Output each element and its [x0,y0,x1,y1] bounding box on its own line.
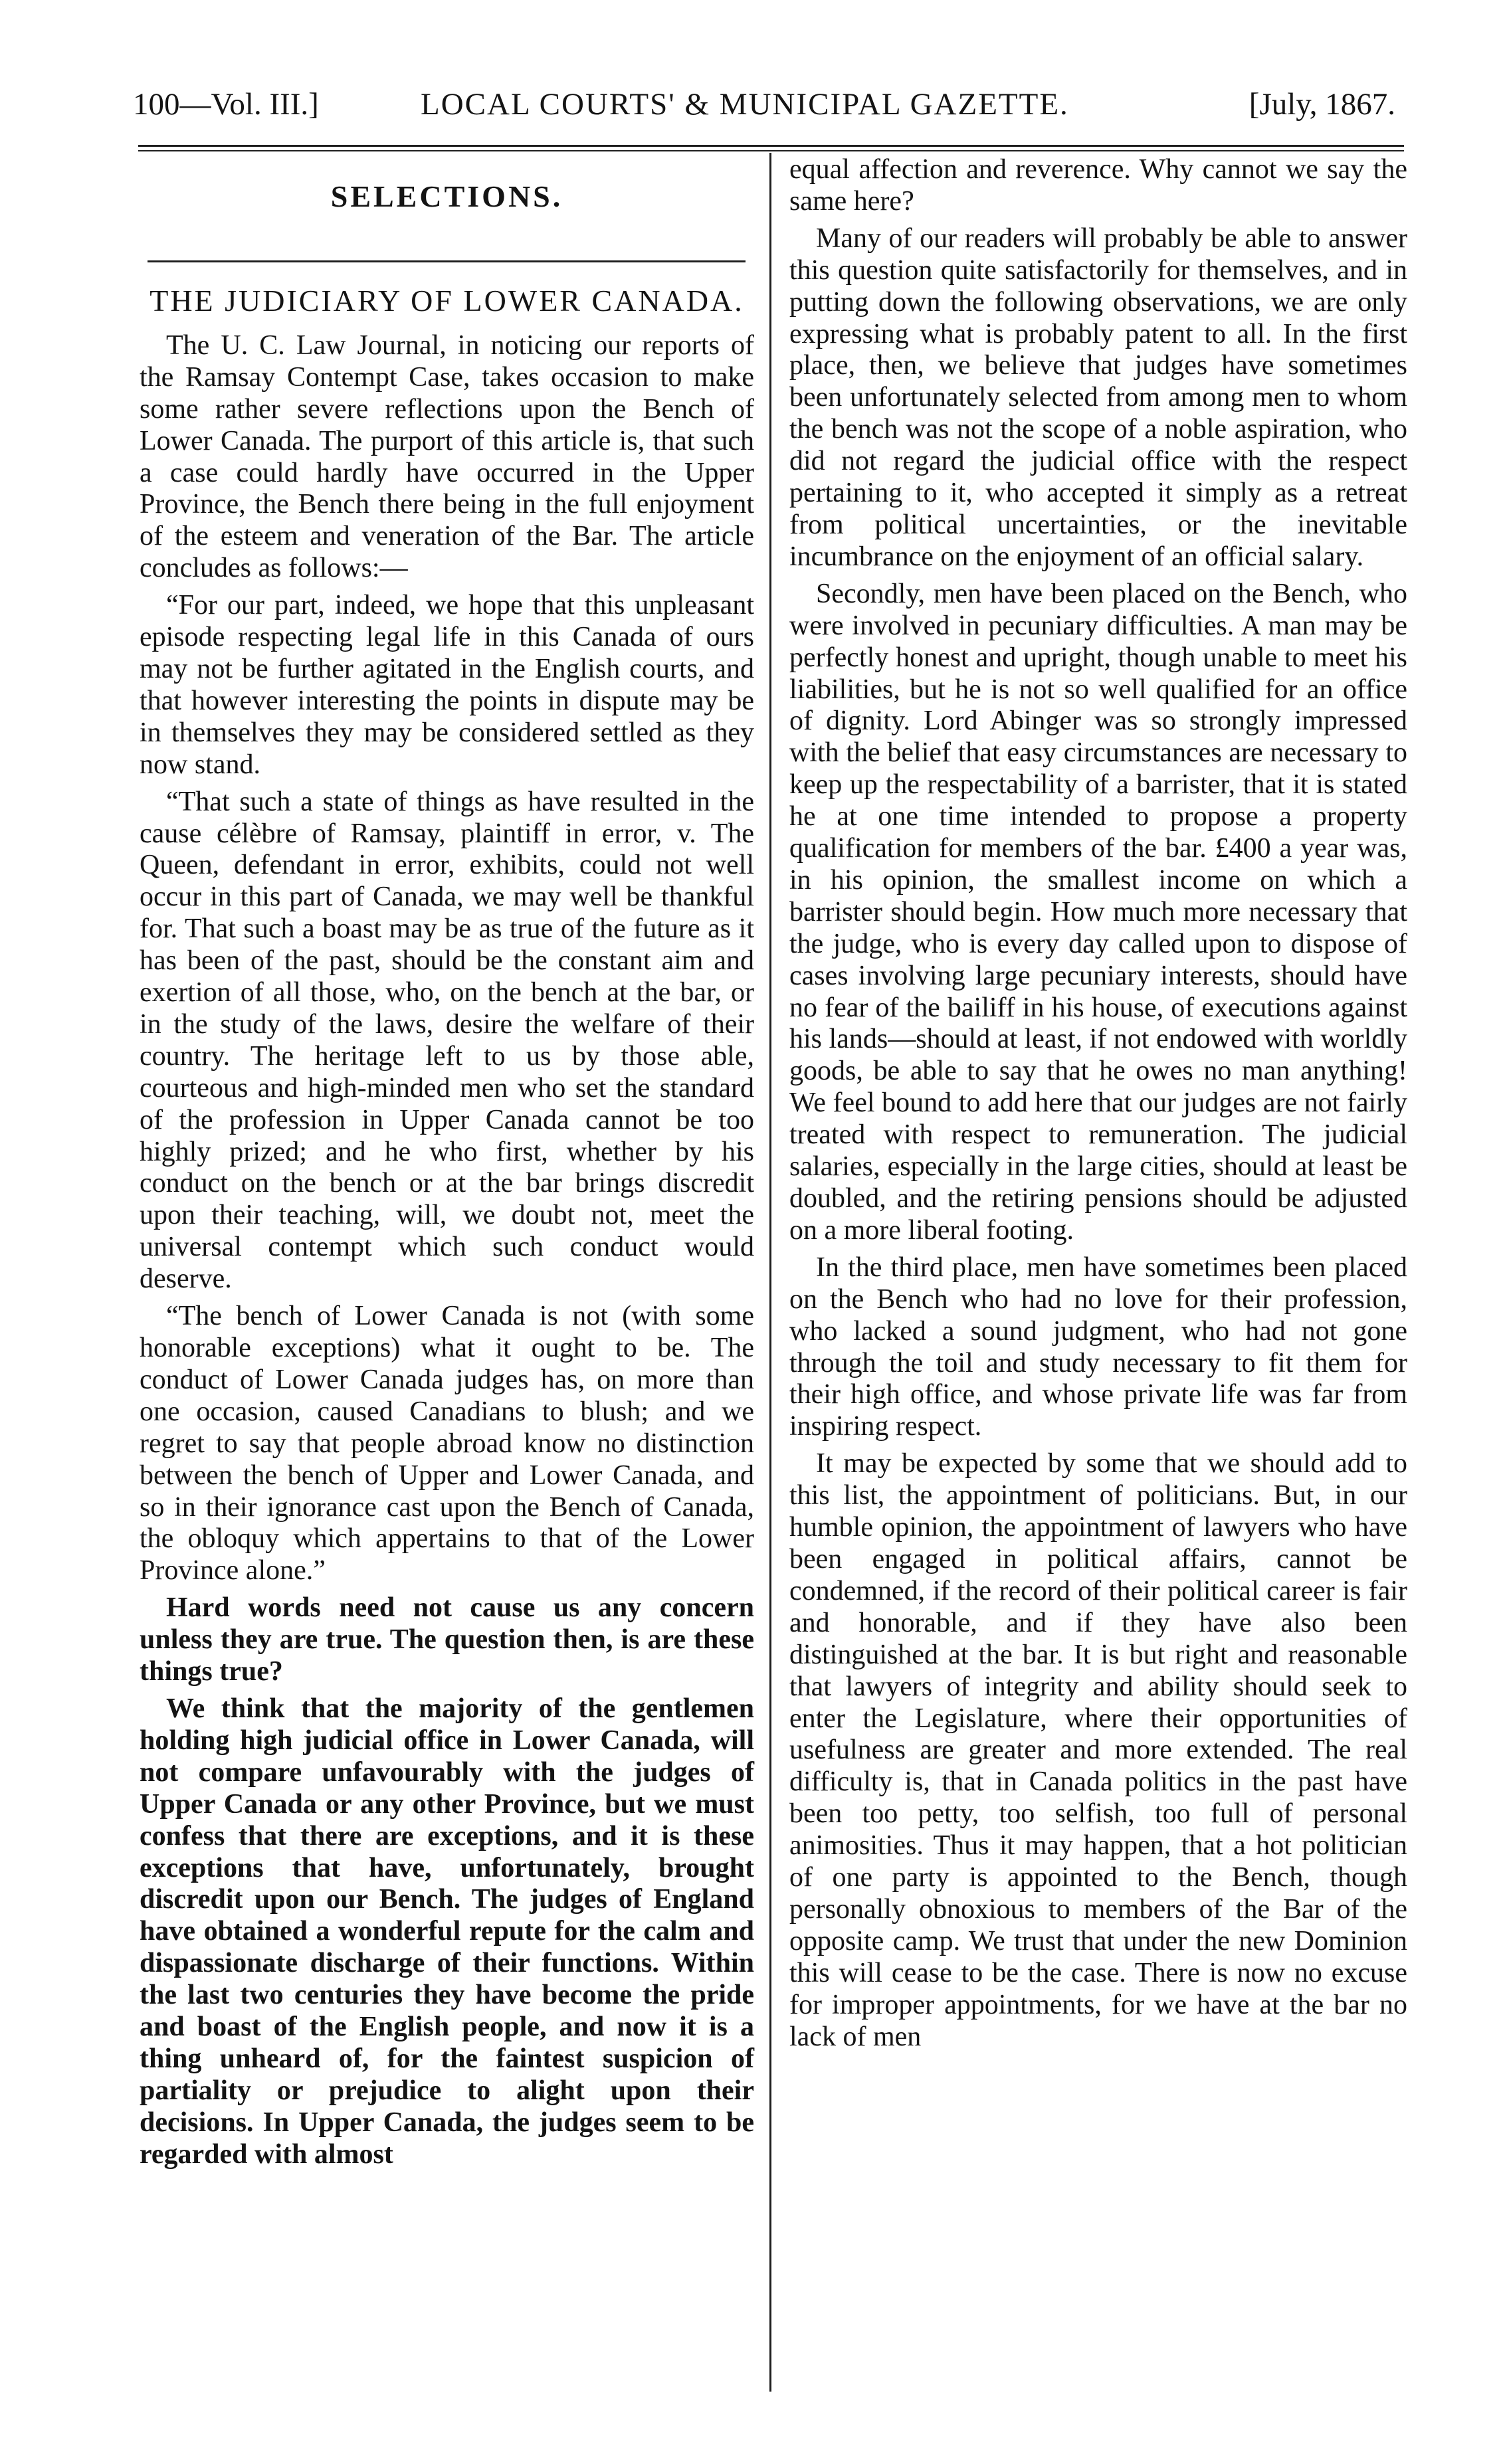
section-heading: SELECTIONS. [330,179,563,213]
page-volume: 100—Vol. III.] [133,87,319,122]
paragraph: We think that the majority of the gentlemen holding high judicial office in Lower Canada, will not compare unfavourably with the judges of Upper Canada or any other Province, but we must confess that there are exceptions, and it is these exceptions that have, unfortunately, brought discredit upon our Bench. The judges of England have obtained a wonderful repute for the calm and dispassionate discharge of their functions. Within the last two centuries they have become the pride and boast of the English people, and now it is a thing unheard of, for the faintest suspicion of partiality or prejudice to alight upon their decisions. In Upper Canada, the judges seem to be regarded with almost [140,1693,754,2170]
header-rule-top [138,145,1404,147]
left-column [140,154,754,2176]
paragraph: equal affection and reverence. Why cannot we say the same here? [789,154,1407,217]
paragraph: It may be expected by some that we should add to this list, the appointment of politicians. But, in our humble opinion, the appointment of lawyers who have been engaged in political affairs, cannot be condemned, if the record of their political career is fair and honorable, and if they have also been distinguished at the bar. It is but right and reasonable that lawyers of integrity and ability should seek to enter the Legislature, where their opportunities of usefulness are greater and more extended. The real difficulty is, that in Canada politics in the past have been too petty, too selfish, too full of personal animosities. Thus it may happen, that a hot politician of one party is appointed to the Bench, though personally obnoxious to members of the Bar of the opposite camp. We trust that under the new Dominion this will cease to be the case. There is now no excuse for improper appointments, for we have at the bar no lack of men [789,1448,1407,2052]
quoted-paragraph: “For our part, indeed, we hope that this unpleasant episode respecting legal life in this Canada of ours may not be further agitated in the English courts, and that however interesting the points in dispute may be in themselves they may be considered settled as they now stand. [140,590,754,780]
column-divider [769,153,771,2392]
paragraph: The U. C. Law Journal, in noticing our reports of the Ramsay Contempt Case, takes occasion to make some rather severe reflections upon the Bench of Lower Canada. The purport of this article is, that such a case could hardly have occurred in the Upper Province, the Bench there being in the full enjoyment of the esteem and veneration of the Bar. The article concludes as follows:— [140,330,754,584]
quoted-paragraph: “The bench of Lower Canada is not (with some honorable exceptions) what it ought to be. The conduct of Lower Canada judges has, on more than one occasion, caused Canadians to blush; and we regret to say that people abroad know no distinction between the bench of Upper and Lower Canada, and so in their ignorance cast upon the Bench of Canada, the obloquy which appertains to that of the Lower Province alone.” [140,1301,754,1586]
running-header [133,86,1395,133]
right-column [789,154,1407,2058]
paragraph: Hard words need not cause us any concern unless they are true. The question then, is are these things true? [140,1592,754,1687]
paragraph: In the third place, men have sometimes been placed on the Bench who had no love for their profession, who lacked a sound judgment, who had not gone through the toil and study necessary to fit them for their high office, and whose private life was far from inspiring respect. [789,1252,1407,1442]
header-rule-bottom [138,150,1404,151]
article-title: THE JUDICIARY OF LOWER CANADA. [150,284,744,318]
issue-date: [July, 1867. [1249,87,1395,122]
publication-title: LOCAL COURTS' & MUNICIPAL GAZETTE. [421,87,1069,122]
paragraph: Many of our readers will probably be able to answer this question quite satisfactorily for themselves, and in putting down the following observations, we are only expressing what is probably patent to all. In the first place, then, we believe that judges have sometimes been unfortunately selected from among men to whom the bench was not the scope of a noble aspiration, who did not regard the judicial office with the respect pertaining to it, who accepted it simply as a retreat from political uncertainties, or the inevitable incumbrance on the enjoyment of an official salary. [789,223,1407,572]
paragraph: Secondly, men have been placed on the Bench, who were involved in pecuniary difficulties. A man may be perfectly honest and upright, though unable to meet his liabilities, but he is not so well qualified for an office of dignity. Lord Abinger was so strongly impressed with the belief that easy circumstances are necessary to keep up the respectability of a barrister, that it is stated he at one time intended to propose a property qualification for members of the bar. £400 a year was, in his opinion, the smallest income on which a barrister should begin. How much more necessary that the judge, who is every day called upon to dispose of cases involving large pecuniary interests, should have no fear of the bailiff in his house, of executions against his lands—should at least, if not endowed with worldly goods, be able to say that he owes no man anything! We feel bound to add here that our judges are not fairly treated with respect to remuneration. The judicial salaries, especially in the large cities, should at least be doubled, and the retiring pensions should be adjusted on a more liberal footing. [789,578,1407,1246]
quoted-paragraph: “That such a state of things as have resulted in the cause célèbre of Ramsay, plaintiff in error, v. The Queen, defendant in error, exhibits, could not well occur in this part of Canada, we may well be thankful for. That such a boast may be as true of the future as it has been of the past, should be the constant aim and exertion of all those, who, on the bench at the bar, or in the study of the laws, desire the welfare of their country. The heritage left to us by those able, courteous and high-minded men who set the standard of the profession in Upper Canada cannot be too highly prized; and he who first, whether by his conduct on the bench or at the bar brings discredit upon their teaching, will, we doubt not, meet the universal contempt which such conduct would deserve. [140,786,754,1295]
section-rule [148,260,746,262]
